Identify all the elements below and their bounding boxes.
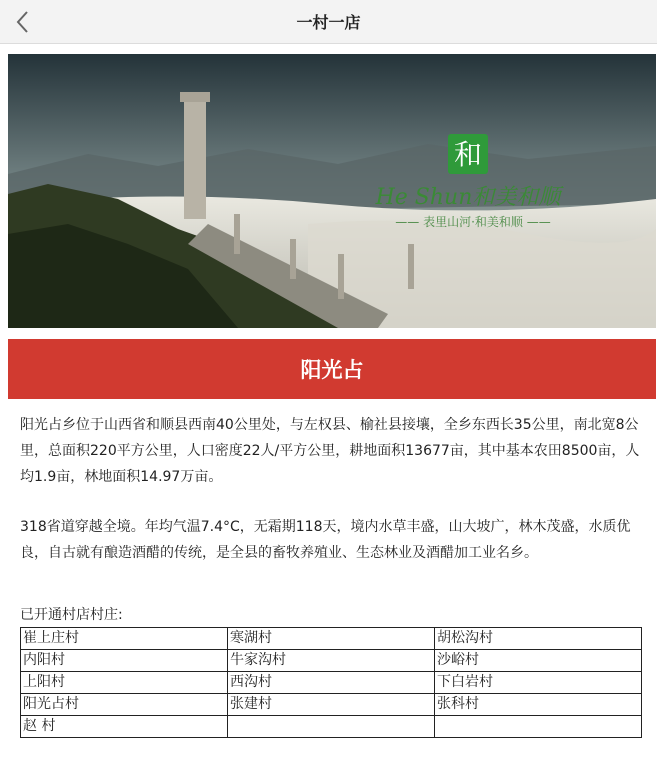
table-cell: 寒湖村 — [228, 628, 435, 650]
table-cell: 内阳村 — [21, 650, 228, 672]
description-paragraph-1: 阳光占乡位于山西省和顺县西南40公里处，与左权县、榆社县接壤，全乡东西长35公里，南北宽8公里，总面积220平方公里，人口密度22人/平方公里，耕地面积13677亩，其中基本农田8500亩，人均1.9亩，林地面积14.97万亩。 — [20, 417, 640, 485]
table-row — [21, 672, 642, 694]
table-row — [21, 716, 642, 738]
top-nav-bar — [0, 0, 657, 44]
table-cell: 赵 村 — [21, 716, 228, 738]
table-cell: 牛家沟村 — [228, 650, 435, 672]
table-row — [21, 694, 642, 716]
table-cell: 胡松沟村 — [435, 628, 642, 650]
description-paragraph-2: 318省道穿越全境。年均气温7.4°C，无霜期118天，境内水草丰盛，山大坡广，林木茂盛，水质优良，自古就有酿造酒醋的传统，是全县的畜牧养殖业、生态林业及酒醋加工业名乡。 — [20, 519, 631, 561]
table-row — [21, 650, 642, 672]
table-cell — [228, 716, 435, 738]
table-cell: 张科村 — [435, 694, 642, 716]
banner-image — [8, 54, 656, 328]
table-cell — [435, 716, 642, 738]
chevron-left-icon[interactable] — [10, 8, 38, 36]
table-row — [21, 628, 642, 650]
banner-slogan: —— 表里山河·和美和顺 —— — [395, 215, 551, 229]
table-cell: 上阳村 — [21, 672, 228, 694]
table-cell: 阳光占村 — [21, 694, 228, 716]
page-title: 一村一店 — [296, 13, 361, 32]
table-cell: 沙峪村 — [435, 650, 642, 672]
village-description — [20, 412, 640, 566]
table-cell: 西沟村 — [228, 672, 435, 694]
stores-label: 已开通村店村庄: — [20, 607, 123, 623]
table-cell: 下白岩村 — [435, 672, 642, 694]
village-store-table — [20, 627, 642, 738]
table-cell: 崔上庄村 — [21, 628, 228, 650]
village-name: 阳光占 — [300, 358, 364, 382]
banner-logo-char: 和 — [453, 138, 483, 171]
village-title-bar — [8, 339, 656, 399]
banner-logo-script: He Shun和美和顺 — [375, 185, 561, 210]
table-cell: 张建村 — [228, 694, 435, 716]
